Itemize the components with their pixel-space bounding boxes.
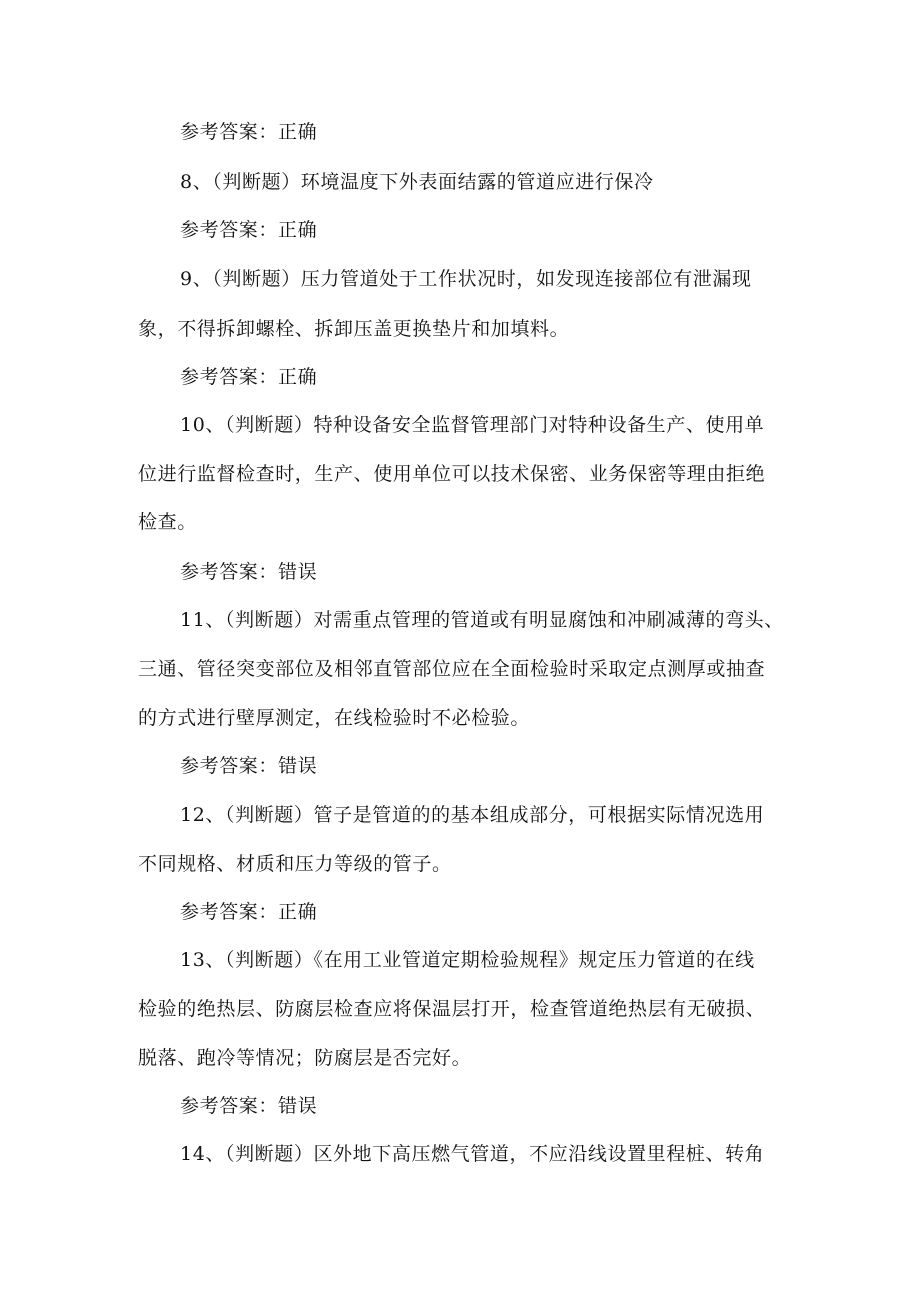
question-10-continuation: 检查。 [138, 511, 197, 533]
answer-line: 参考答案：错误 [180, 1095, 318, 1117]
question-10-continuation: 位进行监督检查时，生产、使用单位可以技术保密、业务保密等理由拒绝 [138, 463, 766, 485]
question-9-continuation: 象，不得拆卸螺栓、拆卸压盖更换垫片和加填料。 [138, 318, 570, 340]
question-13-continuation: 脱落、跑冷等情况；防腐层是否完好。 [138, 1047, 472, 1069]
question-11-line: 11、（判断题）对需重点管理的管道或有明显腐蚀和冲刷减薄的弯头、 [180, 609, 784, 631]
answer-line: 参考答案：错误 [180, 755, 318, 777]
question-11-continuation: 的方式进行壁厚测定，在线检验时不必检验。 [138, 707, 531, 729]
answer-line: 参考答案：正确 [180, 366, 318, 388]
question-9-line: 9、（判断题）压力管道处于工作状况时，如发现连接部位有泄漏现 [180, 268, 752, 290]
answer-line: 参考答案：正确 [180, 219, 318, 241]
question-14-line: 14、（判断题）区外地下高压燃气管道，不应沿线设置里程桩、转角 [180, 1143, 765, 1165]
answer-line: 参考答案：正确 [180, 121, 318, 143]
question-12-line: 12、（判断题）管子是管道的的基本组成部分，可根据实际情况选用 [180, 804, 765, 826]
answer-line: 参考答案：正确 [180, 901, 318, 923]
question-8-line: 8、（判断题）环境温度下外表面结露的管道应进行保冷 [180, 171, 654, 193]
question-13-line: 13、（判断题）《在用工业管道定期检验规程》规定压力管道的在线 [180, 949, 755, 971]
answer-line: 参考答案：错误 [180, 561, 318, 583]
question-12-continuation: 不同规格、材质和压力等级的管子。 [138, 853, 452, 875]
question-10-line: 10、（判断题）特种设备安全监督管理部门对特种设备生产、使用单 [180, 414, 765, 436]
question-11-continuation: 三通、管径突变部位及相邻直管部位应在全面检验时采取定点测厚或抽查 [138, 658, 766, 680]
question-13-continuation: 检验的绝热层、防腐层检查应将保温层打开，检查管道绝热层有无破损、 [138, 998, 766, 1020]
